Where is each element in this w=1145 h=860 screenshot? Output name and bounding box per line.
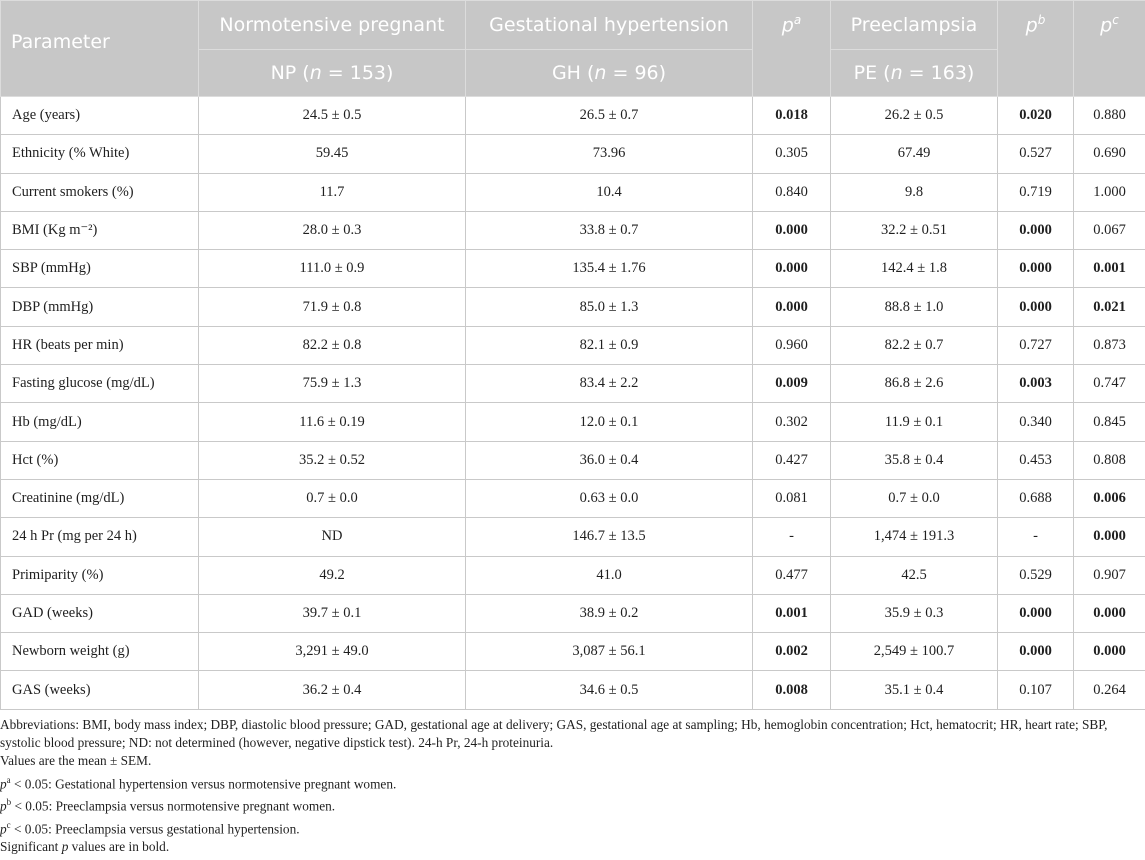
table-row (1, 594, 1145, 632)
table-row (1, 441, 1145, 479)
cell-pb: 0.000 (998, 211, 1074, 249)
footnote-pb: $p^b < 0.05$: Preeclampsia versus normotensive pregnant women. (0, 797, 336, 814)
cell-pb: 0.340 (998, 403, 1074, 441)
cell-pb: 0.727 (998, 326, 1074, 364)
cell-gh: 12.0 ± 0.1 (466, 403, 753, 441)
footnote-pc: $p^c < 0.05$: Preeclampsia versus gestational hypertension. (0, 819, 300, 837)
cell-pc: 0.067 (1074, 211, 1145, 249)
cell-pa: 0.000 (753, 211, 831, 249)
cell-gh: 34.6 ± 0.5 (466, 671, 753, 709)
table-footnotes (0, 716, 1140, 857)
cell-np: 75.9 ± 1.3 (199, 365, 466, 403)
cell-gh: 146.7 ± 13.5 (466, 518, 753, 556)
cell-pe: 142.4 ± 1.8 (831, 250, 998, 288)
header-np-name: Normotensive pregnant (199, 1, 466, 50)
cell-pa: 0.001 (753, 594, 831, 632)
cell-parameter: Age (years) (1, 97, 199, 135)
cell-gh: 26.5 ± 0.7 (466, 97, 753, 135)
header-pc: $p^c$ (1074, 1, 1145, 97)
cell-gh: 85.0 ± 1.3 (466, 288, 753, 326)
cell-gh: 0.63 ± 0.0 (466, 479, 753, 517)
cell-np: 36.2 ± 0.4 (199, 671, 466, 709)
cell-gh: 82.1 ± 0.9 (466, 326, 753, 364)
cell-pb: 0.003 (998, 365, 1074, 403)
cell-pc: 0.845 (1074, 403, 1145, 441)
footnote-values: Values are the mean ± SEM. (0, 753, 152, 769)
footnote-significance: Significant p values are in bold. (0, 839, 170, 855)
cell-pe: 26.2 ± 0.5 (831, 97, 998, 135)
cell-gh: 73.96 (466, 135, 753, 173)
cell-parameter: GAS (weeks) (1, 671, 199, 709)
cell-pb: - (998, 518, 1074, 556)
cell-pe: 67.49 (831, 135, 998, 173)
cell-pa: 0.477 (753, 556, 831, 594)
cell-np: 111.0 ± 0.9 (199, 250, 466, 288)
cell-pe: 35.1 ± 0.4 (831, 671, 998, 709)
cell-pe: 35.8 ± 0.4 (831, 441, 998, 479)
table-row (1, 633, 1145, 671)
table-row (1, 288, 1145, 326)
cell-pc: 0.747 (1074, 365, 1145, 403)
table-row (1, 326, 1145, 364)
table-row (1, 135, 1145, 173)
cell-np: 39.7 ± 0.1 (199, 594, 466, 632)
cell-np: 49.2 (199, 556, 466, 594)
cell-pe: 86.8 ± 2.6 (831, 365, 998, 403)
cell-pa: 0.000 (753, 288, 831, 326)
cell-pe: 42.5 (831, 556, 998, 594)
table-row (1, 518, 1145, 556)
cell-pa: 0.840 (753, 173, 831, 211)
cell-pc: 0.021 (1074, 288, 1145, 326)
table-row (1, 211, 1145, 249)
cell-pe: 35.9 ± 0.3 (831, 594, 998, 632)
header-gh-n: GH (n = 96) (466, 50, 753, 97)
cell-pa: 0.000 (753, 250, 831, 288)
cell-parameter: Fasting glucose (mg/dL) (1, 365, 199, 403)
cell-pc: 0.880 (1074, 97, 1145, 135)
cell-pc: 0.000 (1074, 518, 1145, 556)
cell-pa: 0.008 (753, 671, 831, 709)
header-np-n: NP (n = 153) (199, 50, 466, 97)
cell-pc: 0.873 (1074, 326, 1145, 364)
cell-gh: 41.0 (466, 556, 753, 594)
cell-np: 82.2 ± 0.8 (199, 326, 466, 364)
header-row-group-names (1, 1, 1145, 50)
cell-parameter: Ethnicity (% White) (1, 135, 199, 173)
cell-parameter: DBP (mmHg) (1, 288, 199, 326)
table-row (1, 173, 1145, 211)
cell-np: 71.9 ± 0.8 (199, 288, 466, 326)
cell-pa: 0.427 (753, 441, 831, 479)
cell-pa: - (753, 518, 831, 556)
table-body (1, 97, 1145, 710)
cell-np: ND (199, 518, 466, 556)
cell-parameter: Current smokers (%) (1, 173, 199, 211)
cell-pc: 1.000 (1074, 173, 1145, 211)
cell-pc: 0.264 (1074, 671, 1145, 709)
cell-pa: 0.002 (753, 633, 831, 671)
table-row (1, 365, 1145, 403)
cell-pb: 0.529 (998, 556, 1074, 594)
header-gh-name: Gestational hypertension (466, 1, 753, 50)
table-row (1, 671, 1145, 709)
cell-parameter: Newborn weight (g) (1, 633, 199, 671)
cell-gh: 33.8 ± 0.7 (466, 211, 753, 249)
cell-pa: 0.018 (753, 97, 831, 135)
cell-pc: 0.001 (1074, 250, 1145, 288)
cell-pe: 9.8 (831, 173, 998, 211)
cell-np: 3,291 ± 49.0 (199, 633, 466, 671)
cell-gh: 135.4 ± 1.76 (466, 250, 753, 288)
cell-pc: 0.000 (1074, 633, 1145, 671)
cell-pc: 0.907 (1074, 556, 1145, 594)
cell-pe: 11.9 ± 0.1 (831, 403, 998, 441)
header-pe-name: Preeclampsia (831, 1, 998, 50)
cell-pe: 88.8 ± 1.0 (831, 288, 998, 326)
cell-np: 11.6 ± 0.19 (199, 403, 466, 441)
cell-parameter: BMI (Kg m⁻²) (1, 211, 199, 249)
cell-pe: 82.2 ± 0.7 (831, 326, 998, 364)
cell-pb: 0.020 (998, 97, 1074, 135)
cell-pb: 0.000 (998, 594, 1074, 632)
header-parameter: Parameter (1, 1, 199, 97)
cell-np: 0.7 ± 0.0 (199, 479, 466, 517)
cell-pb: 0.527 (998, 135, 1074, 173)
cell-np: 59.45 (199, 135, 466, 173)
cell-parameter: 24 h Pr (mg per 24 h) (1, 518, 199, 556)
cell-pe: 32.2 ± 0.51 (831, 211, 998, 249)
cell-np: 24.5 ± 0.5 (199, 97, 466, 135)
cell-parameter: Creatinine (mg/dL) (1, 479, 199, 517)
table-row (1, 250, 1145, 288)
cell-gh: 3,087 ± 56.1 (466, 633, 753, 671)
table-row (1, 97, 1145, 135)
cell-pc: 0.000 (1074, 594, 1145, 632)
cell-parameter: Primiparity (%) (1, 556, 199, 594)
header-pe-n: PE (n = 163) (831, 50, 998, 97)
cell-parameter: SBP (mmHg) (1, 250, 199, 288)
footnote-pa: $p^a < 0.05$: Gestational hypertension versus normotensive pregnant women. (0, 774, 397, 792)
cell-pe: 1,474 ± 191.3 (831, 518, 998, 556)
cell-pc: 0.006 (1074, 479, 1145, 517)
cell-pb: 0.000 (998, 250, 1074, 288)
cell-gh: 38.9 ± 0.2 (466, 594, 753, 632)
cell-pb: 0.107 (998, 671, 1074, 709)
footnote-abbreviations: Abbreviations: BMI, body mass index; DBP, diastolic blood pressure; GAD, gestational age at delivery; GAS, gestational age at sampling; Hb, hemoglobin concentration; Hct, hematocrit; HR, heart rate; SBP, systolic blood pressure; ND: not determined (however, negative dipstick test). 24-h Pr, 24-h proteinuria. (0, 717, 1108, 751)
cell-pb: 0.719 (998, 173, 1074, 211)
cell-pa: 0.081 (753, 479, 831, 517)
cell-gh: 36.0 ± 0.4 (466, 441, 753, 479)
cell-pe: 0.7 ± 0.0 (831, 479, 998, 517)
cell-np: 11.7 (199, 173, 466, 211)
cell-parameter: Hct (%) (1, 441, 199, 479)
cell-pb: 0.688 (998, 479, 1074, 517)
table-row (1, 479, 1145, 517)
cell-pb: 0.000 (998, 288, 1074, 326)
cell-gh: 83.4 ± 2.2 (466, 365, 753, 403)
cell-pa: 0.009 (753, 365, 831, 403)
cell-pa: 0.302 (753, 403, 831, 441)
cell-parameter: GAD (weeks) (1, 594, 199, 632)
cell-pb: 0.453 (998, 441, 1074, 479)
cell-pc: 0.808 (1074, 441, 1145, 479)
table-row (1, 556, 1145, 594)
cell-pe: 2,549 ± 100.7 (831, 633, 998, 671)
header-pb: $p^b$ (998, 1, 1074, 97)
cell-parameter: Hb (mg/dL) (1, 403, 199, 441)
cell-gh: 10.4 (466, 173, 753, 211)
table-row (1, 403, 1145, 441)
header-pa: $p^a$ (753, 1, 831, 97)
cell-pc: 0.690 (1074, 135, 1145, 173)
cell-pb: 0.000 (998, 633, 1074, 671)
cell-parameter: HR (beats per min) (1, 326, 199, 364)
cell-np: 35.2 ± 0.52 (199, 441, 466, 479)
cell-pa: 0.305 (753, 135, 831, 173)
cell-pa: 0.960 (753, 326, 831, 364)
cell-np: 28.0 ± 0.3 (199, 211, 466, 249)
